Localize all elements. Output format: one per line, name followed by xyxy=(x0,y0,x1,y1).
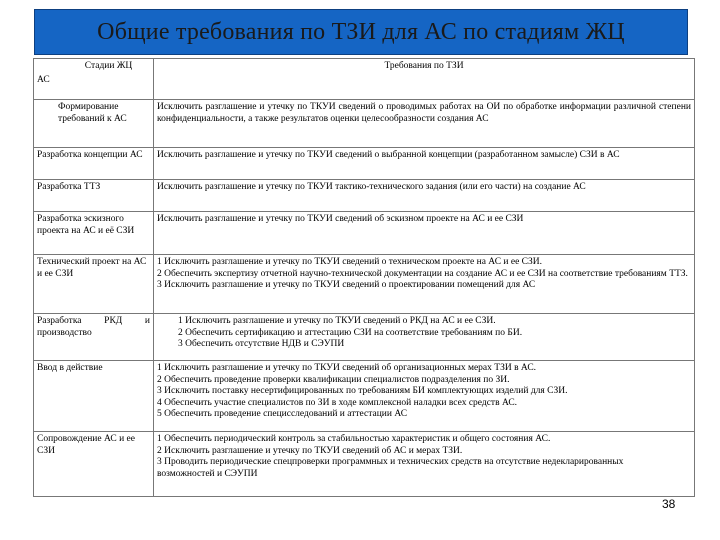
slide-title: Общие требования по ТЗИ для АС по стадиям ЖЦ xyxy=(97,18,625,45)
requirements-cell xyxy=(154,432,695,497)
requirement-line: 3 Обеспечить отсутствие НДВ и СЭУПИ xyxy=(178,339,345,350)
requirements-cell xyxy=(154,255,695,314)
requirement-line: 2 Обеспечить экспертизу отчетной научно-технической документации на создание АС и ее СЗИ на соответствие требованиям ТТЗ. xyxy=(157,268,688,279)
stage-cell: Разработка эскизного проекта на АС и её СЗИ xyxy=(34,212,154,255)
requirements-cell xyxy=(154,314,695,361)
requirement-line: 1 Обеспечить периодический контроль за стабильностью характеристик и общего состояния АС. xyxy=(157,434,551,444)
header-stage-line2: АС xyxy=(37,74,50,85)
stage-cell: Ввод в действие xyxy=(34,361,154,432)
header-requirements-cell: Требования по ТЗИ xyxy=(154,59,695,100)
requirement-line: Исключить разглашение и утечку по ТКУИ сведений об эскизном проекте на АС и ее СЗИ xyxy=(157,214,524,224)
requirement-line: 4 Обеспечить участие специалистов по ЗИ в ходе комплексной наладки всех средств АС. xyxy=(157,397,518,408)
requirement-line: 2 Исключить разглашение и утечку по ТКУИ сведений об АС и мерах ТЗИ. xyxy=(157,445,463,456)
requirement-line: 1 Исключить разглашение и утечку по ТКУИ сведений о РКД на АС и ее СЗИ. xyxy=(178,316,496,326)
requirement-line: 1 Исключить разглашение и утечку по ТКУИ сведений об организационных мерах ТЗИ в АС. xyxy=(157,363,537,373)
table-row xyxy=(34,212,695,255)
requirements-cell xyxy=(154,180,695,212)
header-stage-cell xyxy=(34,59,154,100)
table-row xyxy=(34,314,695,361)
stage-cell: Разработка ТТЗ xyxy=(34,180,154,212)
stage-cell: Разработка концепции АС xyxy=(34,148,154,180)
header-stage-line1: Стадии ЖЦ xyxy=(84,61,133,71)
table-row xyxy=(34,255,695,314)
requirements-cell xyxy=(154,148,695,180)
table-row xyxy=(34,361,695,432)
stage-cell: Технический проект на АС и ее СЗИ xyxy=(34,255,154,314)
requirement-line: 2 Обеспечить проведение проверки квалификации специалистов подразделения по ЗИ. xyxy=(157,374,510,385)
table-row xyxy=(34,180,695,212)
table-header-row xyxy=(34,59,695,100)
stage-cell: Сопровождение АС и ее СЗИ xyxy=(34,432,154,497)
requirement-line: 1 Исключить разглашение и утечку по ТКУИ сведений о техническом проекте на АС и ее СЗИ. xyxy=(157,257,543,267)
table-row xyxy=(34,148,695,180)
requirement-line: 3 Исключить поставку несертифицированных по требованиям БИ комплектующих изделий для СЗИ. xyxy=(157,386,568,397)
requirements-cell xyxy=(154,100,695,148)
requirement-line: Исключить разглашение и утечку по ТКУИ сведений о выбранной концепции (разработанном замысле) СЗИ в АС xyxy=(157,150,620,160)
slide-title-bar xyxy=(34,9,688,55)
requirement-line: Исключить разглашение и утечку по ТКУИ сведений о проводимых работах на ОИ по обработке информации различной степени конфиденциальности, а также результатов оценки целесообразности создания АС xyxy=(157,102,691,124)
requirement-line: 3 Проводить периодические спецпроверки программных и технических средств на отсутствие недекларированных возможностей и СЭУПИ xyxy=(157,457,624,479)
requirement-line: Исключить разглашение и утечку по ТКУИ тактико-технического задания (или его части) на создание АС xyxy=(157,182,586,192)
requirements-table xyxy=(33,58,695,497)
requirement-line: 5 Обеспечить проведение специсследований и аттестации АС xyxy=(157,409,408,420)
stage-cell: Разработка РКД и производство xyxy=(34,314,154,361)
page-number: 38 xyxy=(662,497,676,511)
table-row xyxy=(34,432,695,497)
stage-cell: Формирование требований к АС xyxy=(34,100,154,148)
requirement-line: 3 Исключить разглашение и утечку по ТКУИ сведений о проектировании помещений для АС xyxy=(157,280,536,291)
requirements-cell xyxy=(154,361,695,432)
requirements-cell xyxy=(154,212,695,255)
requirement-line: 2 Обеспечить сертификацию и аттестацию СЗИ на соответствие требованиям по БИ. xyxy=(178,327,523,338)
table-row xyxy=(34,100,695,148)
